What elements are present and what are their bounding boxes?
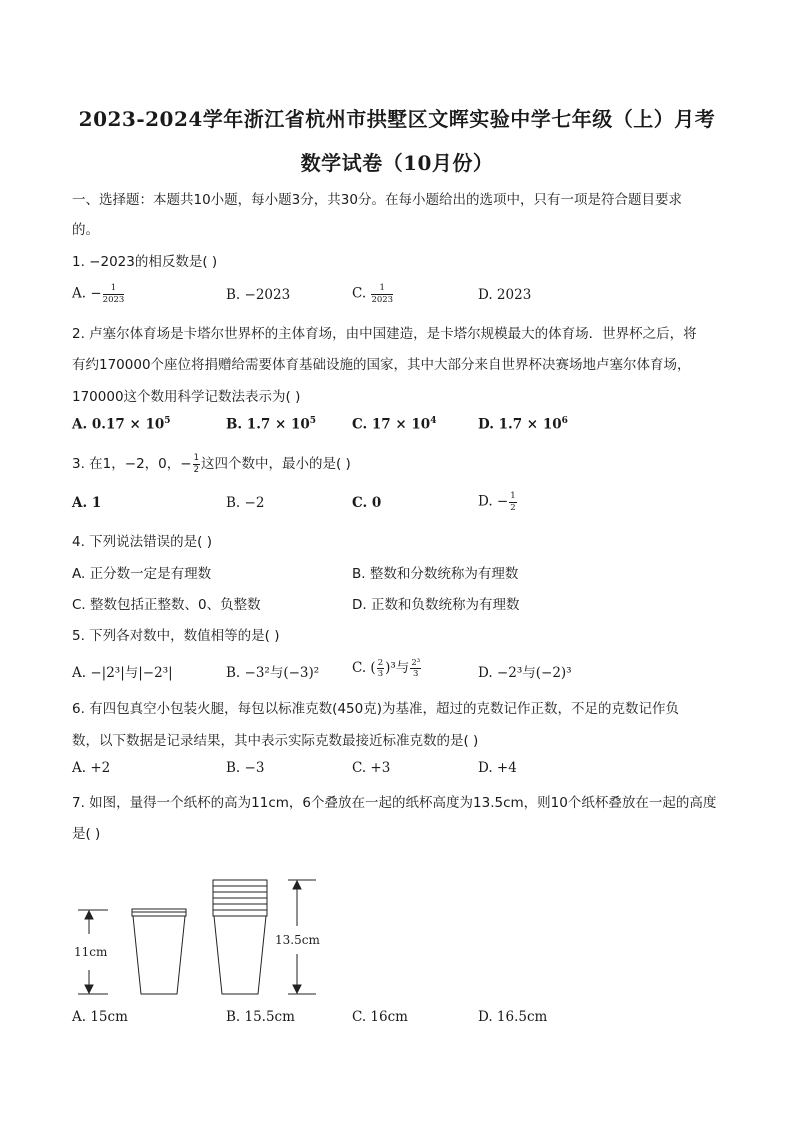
question-3-stem: 3. 在1，−2，0，− $\frac{1}{2}$ 这四个数中，最小的是( ) (72, 453, 351, 475)
section-instructions-line2: 的。 (72, 222, 99, 238)
q3-option-c: C. 0 (352, 495, 382, 511)
q5-option-a: A. −|2³|与|−2³| (72, 665, 173, 681)
q7-option-d: D. 16.5cm (478, 1009, 548, 1025)
question-4-stem: 4. 下列说法错误的是( ) (72, 534, 212, 550)
fraction: $\frac{1}{2023}$ (371, 283, 394, 305)
question-5-stem: 5. 下列各对数中，数值相等的是( ) (72, 628, 280, 644)
q6-option-a: A. +2 (72, 760, 111, 776)
q2-option-b: B. $1.7 \times 10^5$ (226, 416, 317, 433)
q5-option-b: B. −3²与(−3)² (226, 665, 320, 681)
q3-option-d: D. − $\frac{1}{2}$ (478, 491, 516, 513)
q4-option-d: D. 正数和负数统称为有理数 (352, 597, 520, 613)
q2-option-c: C. $17 \times 10^4$ (352, 416, 437, 433)
q4-option-a: A. 正分数一定是有理数 (72, 566, 212, 582)
single-cup-height-label: 11cm (74, 945, 108, 959)
q5-option-d: D. −2³与(−2)³ (478, 665, 572, 681)
fraction: $\frac{1}{2}$ (193, 453, 199, 475)
question-6-line2: 数，以下数据是记录结果，其中表示实际克数最接近标准克数的是( ) (72, 733, 479, 749)
question-2-line1: 2. 卢塞尔体育场是卡塔尔世界杯的主体育场，由中国建造，是卡塔尔规模最大的体育场．世界杯之后，将 (72, 326, 697, 342)
q4-option-c: C. 整数包括正整数、0、负整数 (72, 597, 261, 613)
question-7-line1: 7. 如图，量得一个纸杯的高为11cm，6个叠放在一起的纸杯高度为13.5cm，则10个纸杯叠放在一起的高度 (72, 795, 717, 811)
q2-option-a: A. $0.17 \times 10^5$ (72, 416, 171, 433)
q6-option-d: D. +4 (478, 760, 517, 776)
q6-option-b: B. −3 (226, 760, 265, 776)
q1-option-d: D. 2023 (478, 287, 532, 303)
exam-title-line2: 数学试卷（10月份） (300, 151, 494, 175)
q4-option-b: B. 整数和分数统称为有理数 (352, 566, 519, 582)
fraction: $\frac{1}{2023}$ (102, 283, 125, 305)
paper-cups-figure (60, 862, 340, 1002)
fraction: $\frac{2}{3}$ (377, 657, 384, 679)
q5-option-c: C. ( $\frac{2}{3}$ )³与 $\frac{\text{2³}}{3}$ (352, 657, 421, 679)
fraction: $\frac{\text{2³}}{3}$ (411, 657, 421, 679)
question-2-line2: 有约170000个座位将捐赠给需要体育基础设施的国家，其中大部分来自世界杯决赛场地卢塞尔体育场， (72, 357, 691, 373)
q3-option-b: B. −2 (226, 495, 265, 511)
q1-option-c: C. $\frac{1}{2023}$ (352, 283, 394, 305)
exam-title-line1: 2023-2024学年浙江省杭州市拱墅区文晖实验中学七年级（上）月考 (78, 107, 716, 131)
q2-option-d: D. $1.7 \times 10^6$ (478, 416, 568, 433)
question-6-line1: 6. 有四包真空小包装火腿，每包以标准克数(450克)为基准，超过的克数记作正数，不足的克数记作负 (72, 701, 679, 717)
q7-option-c: C. 16cm (352, 1009, 408, 1025)
question-7-line2: 是( ) (72, 826, 101, 842)
question-1-stem: 1. −2023的相反数是( ) (72, 254, 218, 270)
question-2-line3: 170000这个数用科学记数法表示为( ) (72, 389, 301, 405)
section-instructions-line1: 一、选择题：本题共10小题，每小题3分，共30分。在每小题给出的选项中，只有一项是符合题目要求 (72, 192, 682, 208)
stacked-cups-height-label: 13.5cm (275, 933, 320, 947)
q3-option-a: A. 1 (72, 495, 102, 511)
q6-option-c: C. +3 (352, 760, 391, 776)
q1-option-a: A. − $\frac{1}{2023}$ (72, 283, 125, 305)
q1-option-b: B. −2023 (226, 287, 291, 303)
fraction: $\frac{1}{2}$ (510, 491, 516, 513)
q7-option-b: B. 15.5cm (226, 1009, 295, 1025)
q7-option-a: A. 15cm (72, 1009, 128, 1025)
